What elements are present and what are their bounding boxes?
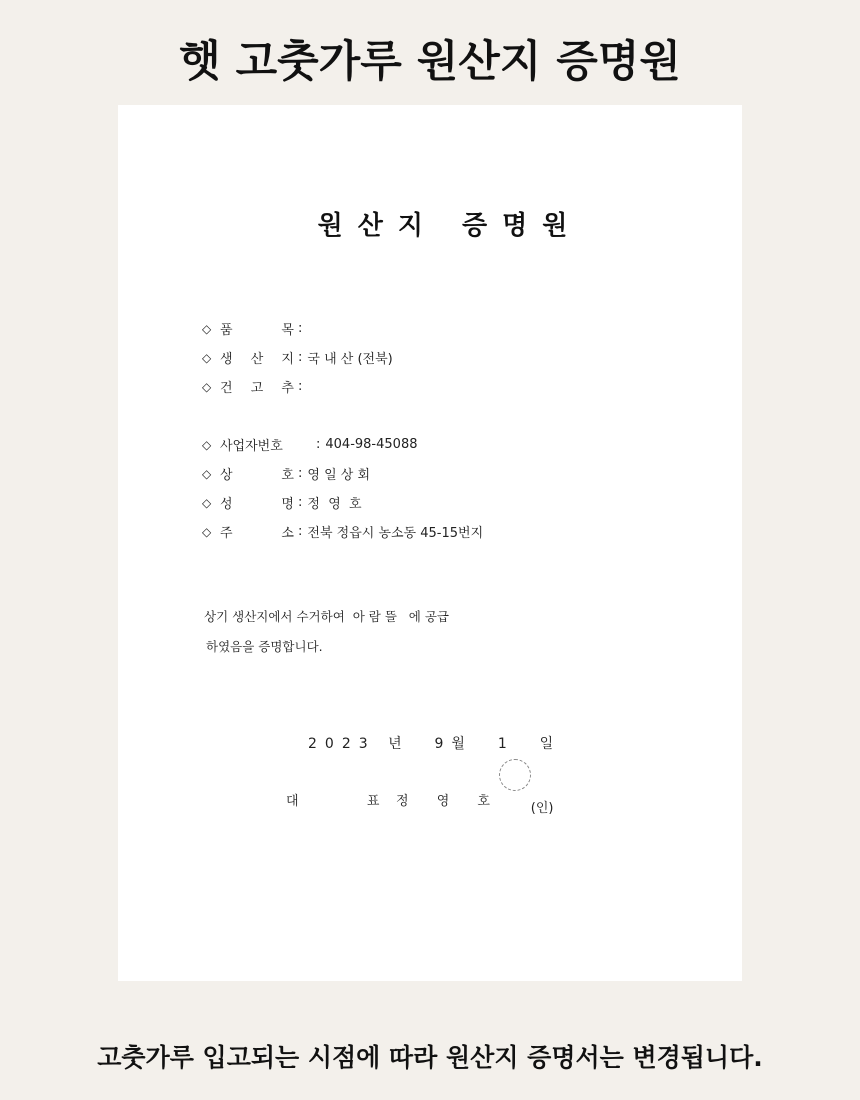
statement-line-2: 하였음을 증명합니다.: [206, 639, 323, 654]
diamond-bullet-icon: ◇: [202, 350, 212, 365]
statement-line-1: 상기 생산지에서 수거하여 아 람 뜰 에 공급: [204, 609, 450, 624]
field-address: [202, 522, 483, 541]
field-label: 건 고 추: [220, 381, 294, 396]
field-colon: :: [316, 437, 321, 452]
field-name: [202, 493, 362, 512]
representative-name: 정 영 호: [396, 793, 502, 809]
field-label: 성 명: [220, 497, 294, 512]
field-business-number: [202, 435, 417, 454]
diamond-bullet-icon: ◇: [202, 495, 212, 510]
field-label: 상 호: [220, 468, 294, 483]
document-title: 원산지 증명원: [317, 211, 583, 241]
field-value: 404-98-45088: [325, 437, 418, 452]
field-colon: :: [298, 350, 303, 365]
field-company: [202, 464, 370, 483]
field-value: 정 영 호: [307, 497, 362, 512]
field-origin: [202, 348, 393, 367]
field-label: 사업자번호: [220, 439, 283, 454]
certificate-document: [118, 105, 742, 981]
issue-date: 2023 년 9월 1 일: [308, 736, 562, 752]
representative-line: [286, 765, 557, 833]
field-colon: :: [298, 524, 303, 539]
field-value: 국 내 산 (전북): [307, 352, 393, 367]
field-item: [202, 319, 307, 338]
field-value: 영 일 상 회: [307, 468, 371, 483]
field-colon: :: [298, 466, 303, 481]
field-label: 품 목: [220, 323, 294, 338]
diamond-bullet-icon: ◇: [202, 379, 212, 394]
field-colon: :: [298, 321, 303, 336]
representative-label: 대 표: [286, 793, 400, 809]
seal-stamp: [502, 765, 558, 833]
diamond-bullet-icon: ◇: [202, 466, 212, 481]
field-label: 생 산 지: [220, 352, 294, 367]
diamond-bullet-icon: ◇: [202, 321, 212, 336]
diamond-bullet-icon: ◇: [202, 437, 212, 452]
diamond-bullet-icon: ◇: [202, 524, 212, 539]
field-colon: :: [298, 495, 303, 510]
field-dried-pepper: [202, 377, 307, 396]
field-colon: :: [298, 379, 303, 394]
field-value: 전북 정읍시 농소동 45-15번지: [307, 526, 484, 541]
seal-text: (인): [530, 801, 554, 816]
page-heading: 햇 고춧가루 원산지 증명원: [179, 37, 681, 87]
footer-note: 고춧가루 입고되는 시점에 따라 원산지 증명서는 변경됩니다.: [97, 1043, 763, 1072]
field-label: 주 소: [220, 526, 294, 541]
seal-ring-icon: [499, 759, 531, 791]
